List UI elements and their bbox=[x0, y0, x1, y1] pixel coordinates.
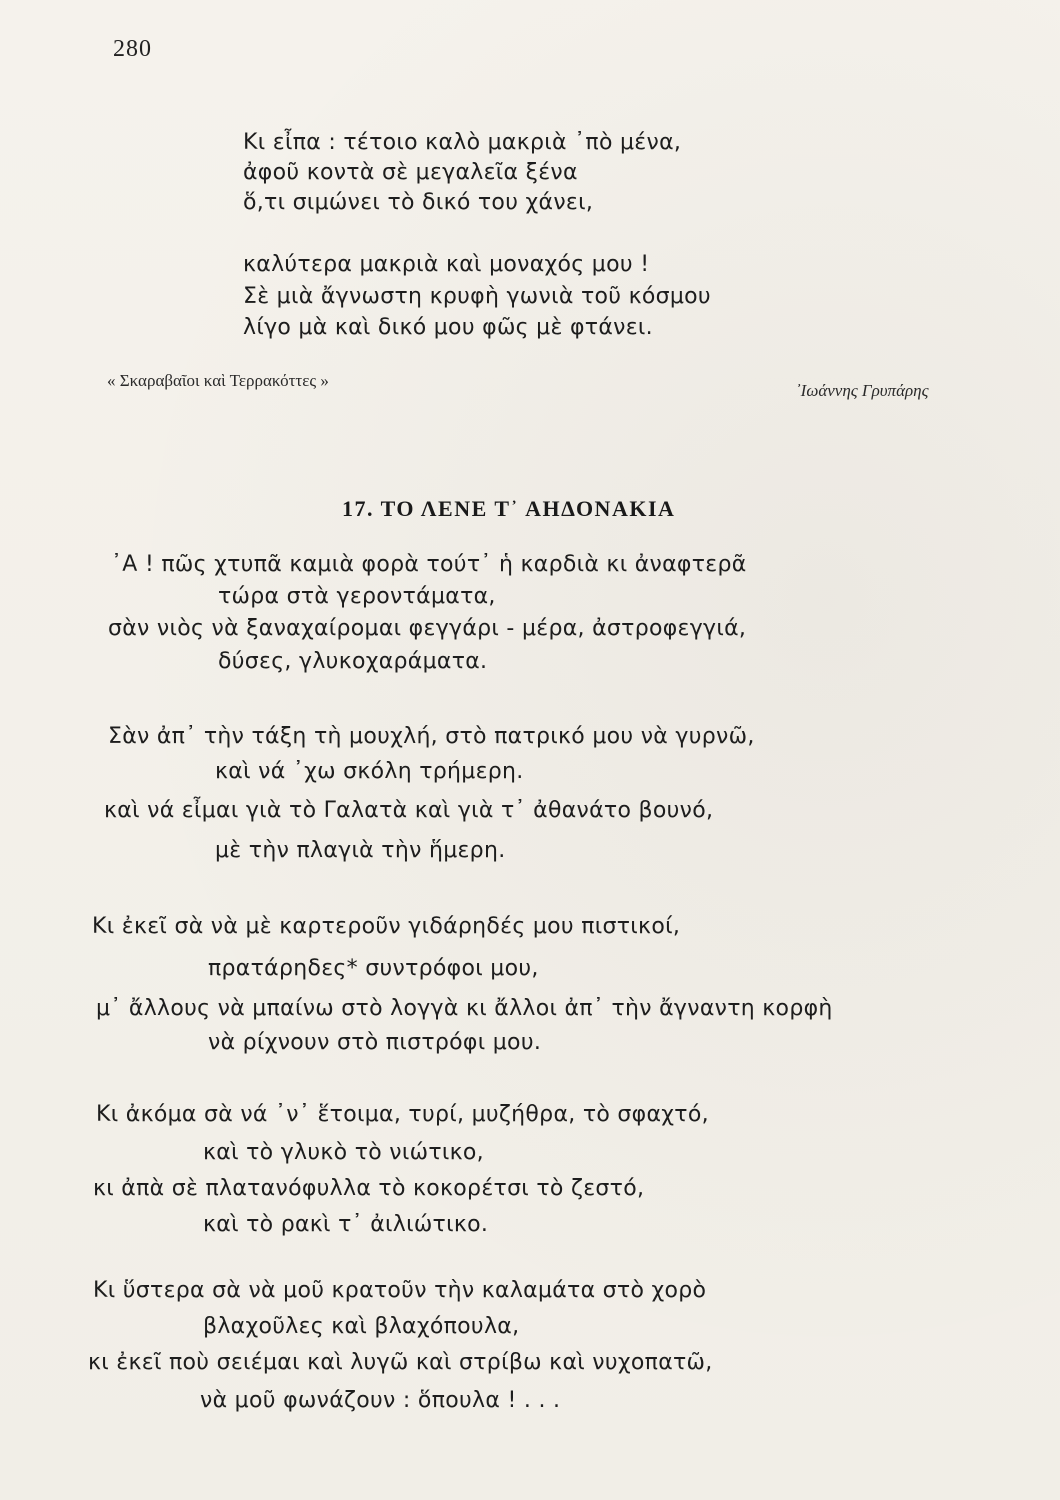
poem2-line: μ᾽ ἄλλους νὰ μπαίνω στὸ λογγὰ κι ἄλλοι ἀπ᾽ τὴν ἄγναντη κορφὴ bbox=[96, 996, 833, 1021]
poem2-line: καὶ νά ᾽χω σκόλη τρήμερη. bbox=[215, 759, 524, 784]
poem1-line: ὅ,τι σιμώνει τὸ δικό του χάνει, bbox=[243, 190, 594, 215]
poem2-line: Κι ἐκεῖ σὰ νὰ μὲ καρτεροῦν γιδάρηδές μου πιστικοί, bbox=[92, 914, 681, 939]
poem1-line: καλύτερα μακριὰ καὶ μοναχός μου ! bbox=[243, 252, 650, 277]
poem2-line: δύσες, γλυκοχαράματα. bbox=[218, 649, 488, 674]
poem1-line: Κι εἶπα : τέτοιο καλὸ μακριὰ ᾽πὸ μένα, bbox=[243, 130, 682, 155]
poem2-line: Κι ἀκόμα σὰ νά ᾽ν᾽ ἕτοιμα, τυρί, μυζήθρα, τὸ σφαχτό, bbox=[96, 1102, 709, 1127]
page-number: 280 bbox=[113, 36, 152, 62]
poem2-line: ᾽Α ! πῶς χτυπᾶ καμιὰ φορὰ τούτ᾽ ἡ καρδιὰ κι ἀναφτερᾶ bbox=[111, 552, 747, 577]
poem1-author: ᾽Ιωάννης Γρυπάρης bbox=[795, 381, 929, 400]
poem1-line: λίγο μὰ καὶ δικό μου φῶς μὲ φτάνει. bbox=[243, 315, 653, 340]
poem1-line: Σὲ μιὰ ἄγνωστη κρυφὴ γωνιὰ τοῦ κόσμου bbox=[243, 284, 711, 309]
poem1-line: ἀφοῦ κοντὰ σὲ μεγαλεῖα ξένα bbox=[243, 160, 578, 185]
poem2-line: μὲ τὴν πλαγιὰ τὴν ἥμερη. bbox=[215, 838, 506, 863]
poem2-line: καὶ τὸ γλυκὸ τὸ νιώτικο, bbox=[203, 1140, 484, 1165]
poem2-line: Κι ὕστερα σὰ νὰ μοῦ κρατοῦν τὴν καλαμάτα στὸ χορὸ bbox=[93, 1278, 707, 1303]
poem1-source-title: « Σκαραβαῖοι καὶ Τερρακόττες » bbox=[107, 371, 329, 390]
poem2-line: κι ἀπὰ σὲ πλατανόφυλλα τὸ κοκορέτσι τὸ ζεστό, bbox=[93, 1176, 645, 1201]
poem2-line: πρατάρηδες* συντρόφοι μου, bbox=[208, 956, 539, 981]
poem2-line: νὰ μοῦ φωνάζουν : ὅπουλα ! . . . bbox=[200, 1388, 561, 1413]
poem2-line: νὰ ρίχνουν στὸ πιστρόφι μου. bbox=[208, 1030, 542, 1055]
poem2-line: βλαχοῦλες καὶ βλαχόπουλα, bbox=[203, 1314, 520, 1339]
poem2-line: Σὰν ἀπ᾽ τὴν τάξη τὴ μουχλή, στὸ πατρικό μου νὰ γυρνῶ, bbox=[108, 724, 755, 749]
poem2-line: καὶ τὸ ρακὶ τ᾽ ἀιλιώτικο. bbox=[203, 1212, 489, 1237]
poem2-line: τώρα στὰ γεροντάματα, bbox=[218, 584, 496, 609]
poem2-line: σὰν νιὸς νὰ ξαναχαίρομαι φεγγάρι - μέρα, ἀστροφεγγιά, bbox=[108, 616, 747, 641]
poem2-line: κι ἐκεῖ ποὺ σειέμαι καὶ λυγῶ καὶ στρίβω καὶ νυχοπατῶ, bbox=[88, 1350, 713, 1375]
poem2-title: 17. ΤΟ ΛΕΝΕ Τ᾽ ΑΗΔΟΝΑΚΙΑ bbox=[342, 496, 676, 521]
poem2-line: καὶ νά εἶμαι γιὰ τὸ Γαλατὰ καὶ γιὰ τ᾽ ἀθανάτο βουνό, bbox=[104, 798, 714, 823]
